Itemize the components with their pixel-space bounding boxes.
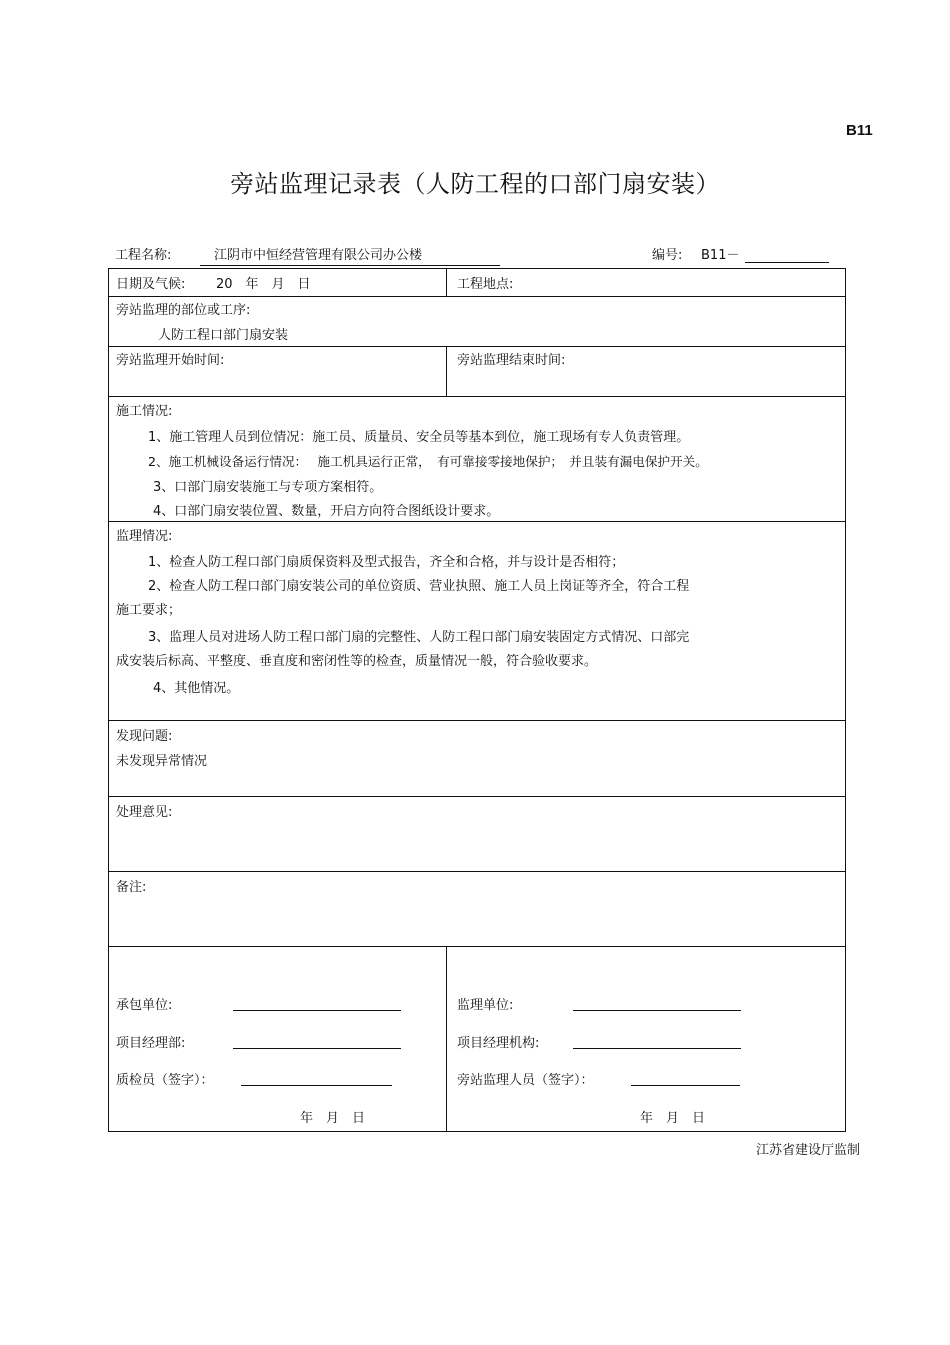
problems-value[interactable]: 未发现异常情况 <box>116 754 208 769</box>
construction-item: 2、施工机械设备运行情况： 施工机具运行正常， 有可靠接零接地保护； 并且装有漏电保护开关。 <box>148 454 708 469</box>
divider <box>446 269 447 296</box>
construction-label: 施工情况: <box>116 404 173 419</box>
record-form <box>108 268 846 1132</box>
divider <box>446 946 447 1132</box>
divider <box>109 946 845 947</box>
number-label: 编号: <box>652 248 683 263</box>
supervision-item: 施工要求； <box>116 603 182 618</box>
contractor-field[interactable] <box>233 1010 401 1011</box>
part-value[interactable]: 人防工程口部门扇安装 <box>158 328 289 343</box>
divider <box>109 296 845 297</box>
number-prefix: B11－ <box>701 248 740 263</box>
number-field[interactable] <box>745 262 829 263</box>
supervision-label: 监理情况: <box>116 529 173 544</box>
divider <box>109 871 845 872</box>
divider <box>446 346 447 396</box>
monitor-signature-field[interactable] <box>631 1085 740 1086</box>
construction-item: 3、口部门扇安装施工与专项方案相符。 <box>153 480 383 495</box>
project-dept-label: 项目经理部: <box>116 1036 186 1051</box>
monitor-label: 旁站监理人员（签字）： <box>457 1073 594 1088</box>
problems-label: 发现问题: <box>116 729 173 744</box>
location-label: 工程地点: <box>457 277 514 292</box>
divider <box>109 346 845 347</box>
supervision-item: 成安装后标高、平整度、垂直度和密闭性等的检查，质量情况一般，符合验收要求。 <box>116 654 598 669</box>
inspector-signature-field[interactable] <box>241 1085 392 1086</box>
supervisor-label: 监理单位: <box>457 998 514 1013</box>
end-time-label: 旁站监理结束时间: <box>457 353 566 368</box>
handling-label: 处理意见: <box>116 805 173 820</box>
project-name-field[interactable]: 江阴市中恒经营管理有限公司办公楼 <box>200 244 500 266</box>
start-time-label: 旁站监理开始时间: <box>116 353 225 368</box>
inspector-label: 质检员（签字）： <box>116 1073 214 1088</box>
construction-item: 4、口部门扇安装位置、数量，开启方向符合图纸设计要求。 <box>153 504 500 519</box>
project-name-label: 工程名称: <box>115 248 172 263</box>
contractor-label: 承包单位: <box>116 998 173 1013</box>
date-value[interactable]: 20 年 月 日 <box>216 277 311 292</box>
supervision-item: 1、检查人防工程口部门扇质保资料及型式报告，齐全和合格，并与设计是否相符； <box>148 555 625 570</box>
date-left: 年 月 日 <box>300 1111 366 1126</box>
supervision-item: 3、监理人员对进场人防工程口部门扇的完整性、人防工程口部门扇安装固定方式情况、口部完 <box>148 630 690 645</box>
remarks-label: 备注: <box>116 880 147 895</box>
date-label: 日期及气候: <box>116 277 186 292</box>
page-title: 旁站监理记录表（人防工程的口部门扇安装） <box>230 170 720 198</box>
supervision-org-label: 项目经理机构: <box>457 1036 540 1051</box>
divider <box>109 521 845 522</box>
form-code: B11 <box>846 122 873 139</box>
supervision-item: 4、其他情况。 <box>153 681 240 696</box>
footer-issuer: 江苏省建设厅监制 <box>755 1143 860 1158</box>
construction-item: 1、施工管理人员到位情况：施工员、质量员、安全员等基本到位，施工现场有专人负责管理。 <box>148 430 690 445</box>
supervision-org-field[interactable] <box>573 1048 741 1049</box>
part-label: 旁站监理的部位或工序: <box>116 303 251 318</box>
divider <box>109 396 845 397</box>
divider <box>109 796 845 797</box>
supervisor-field[interactable] <box>573 1010 741 1011</box>
supervision-item: 2、检查人防工程口部门扇安装公司的单位资质、营业执照、施工人员上岗证等齐全，符合工程 <box>148 579 690 594</box>
date-right: 年 月 日 <box>640 1111 706 1126</box>
divider <box>109 720 845 721</box>
project-dept-field[interactable] <box>233 1048 401 1049</box>
